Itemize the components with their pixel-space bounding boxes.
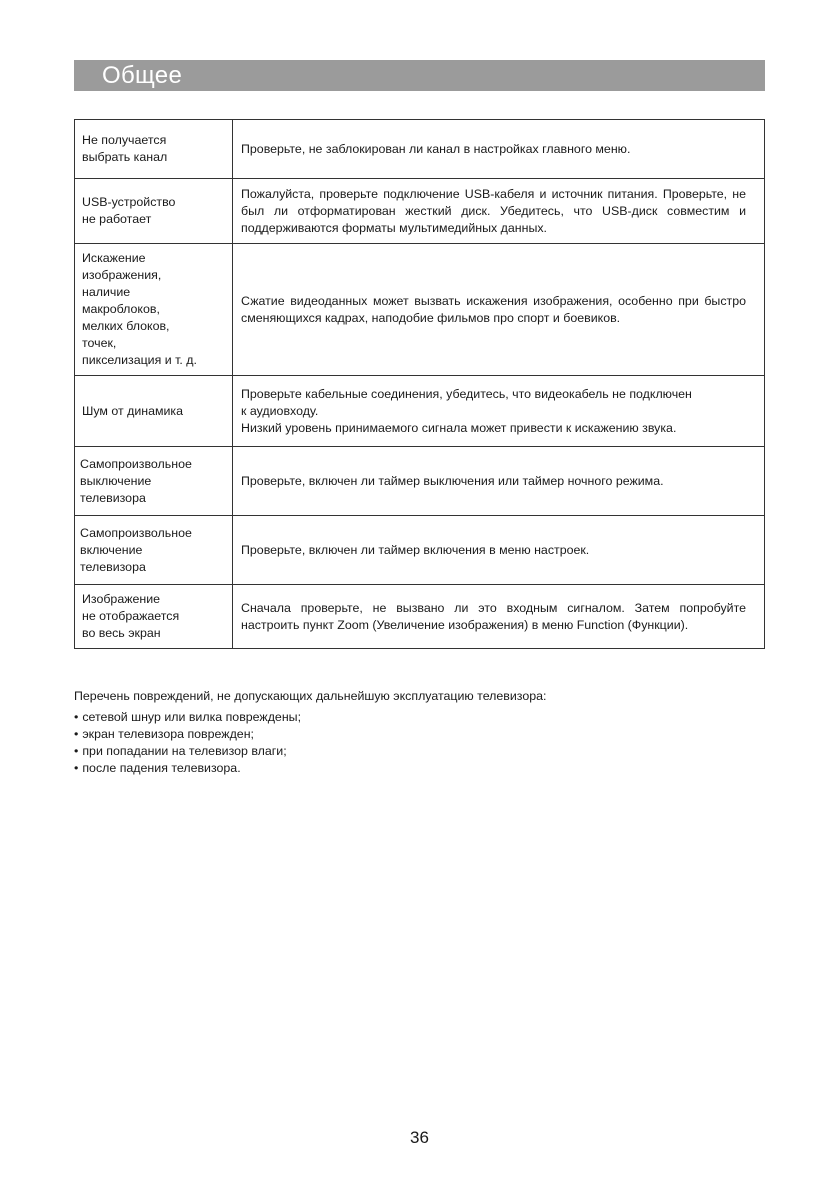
problem-line: USB-устройство [82, 195, 176, 209]
solution-cell [233, 376, 765, 447]
problem-line: Самопроизвольное [80, 525, 192, 540]
page-number: 36 [410, 1128, 429, 1147]
solution-text: Сжатие видеоданных может вызвать искажения изображения, особенно при быстро сменяющихся кадрах, наподобие фильмов про спорт и боевиков. [241, 293, 746, 325]
problem-line: не отображается [82, 609, 180, 623]
solution-text: Пожалуйста, проверьте подключение USB-кабеля и источник питания. Проверьте, не был ли отформатирован жесткий диск. Убедитесь, что USB-диск совместим и поддерживаются форматы мультимедийных данных. [241, 186, 746, 235]
solution-text: Проверьте, включен ли таймер включения в меню настроек. [241, 542, 590, 557]
problem-line: изображения, [82, 268, 162, 282]
problem-cell [75, 447, 233, 516]
damage-list-section [74, 688, 765, 777]
problem-line: Изображение [82, 592, 161, 606]
troubleshooting-table [74, 119, 765, 649]
list-item [74, 726, 765, 743]
solution-text: Сначала проверьте, не вызвано ли это входным сигналом. Затем попробуйте настроить пункт Zoom (Увеличение изображения) в меню Function (Функции). [241, 600, 746, 632]
section-title: Общее [102, 62, 183, 89]
solution-cell [233, 120, 765, 179]
problem-line: телевизора [80, 559, 146, 574]
problem-line: включение [80, 542, 143, 557]
problem-line: пикселизация и т. д. [82, 353, 197, 367]
damage-list-intro: Перечень повреждений, не допускающих дальнейшую эксплуатацию телевизора: [74, 689, 547, 703]
problem-line: телевизора [80, 490, 146, 505]
table-row [75, 585, 765, 649]
table-row [75, 179, 765, 244]
problem-line: точек, [82, 336, 117, 350]
section-header-bar [74, 60, 765, 91]
problem-cell [75, 120, 233, 179]
problem-line: мелких блоков, [82, 319, 170, 333]
list-item [74, 709, 765, 726]
problem-cell [75, 516, 233, 585]
table-row [75, 376, 765, 447]
solution-cell [233, 244, 765, 376]
table-row [75, 120, 765, 179]
list-item [74, 760, 765, 777]
solution-cell [233, 585, 765, 649]
problem-cell [75, 585, 233, 649]
solution-cell [233, 447, 765, 516]
list-item [74, 743, 765, 760]
problem-line: Искажение [82, 251, 146, 265]
problem-line: Шум от динамика [82, 403, 184, 418]
problem-cell [75, 376, 233, 447]
problem-line: макроблоков, [82, 302, 160, 316]
solution-text: Низкий уровень принимаемого сигнала может привести к искажению звука. [241, 420, 677, 435]
problem-cell [75, 244, 233, 376]
list-item-text: экран телевизора поврежден; [82, 727, 254, 741]
solution-cell [233, 516, 765, 585]
table-row [75, 447, 765, 516]
table-row [75, 244, 765, 376]
solution-text: к аудиовходу. [241, 403, 319, 418]
problem-line: выбрать канал [82, 150, 168, 164]
solution-text: Проверьте кабельные соединения, убедитесь, что видеокабель не подключен [241, 386, 692, 401]
solution-text: Проверьте, включен ли таймер выключения или таймер ночного режима. [241, 473, 664, 488]
table-row [75, 516, 765, 585]
list-item-text: после падения телевизора. [82, 761, 241, 775]
list-item-text: при попадании на телевизор влаги; [82, 744, 287, 758]
problem-line: Самопроизвольное [80, 456, 192, 471]
problem-line: во весь экран [82, 626, 161, 640]
damage-list [74, 709, 765, 777]
solution-cell [233, 179, 765, 244]
problem-line: выключение [80, 473, 152, 488]
problem-cell [75, 179, 233, 244]
solution-text: Проверьте, не заблокирован ли канал в настройках главного меню. [241, 141, 631, 156]
problem-line: не работает [82, 212, 152, 226]
problem-line: Не получается [82, 133, 167, 147]
list-item-text: сетевой шнур или вилка повреждены; [82, 710, 302, 724]
problem-line: наличие [82, 285, 131, 299]
